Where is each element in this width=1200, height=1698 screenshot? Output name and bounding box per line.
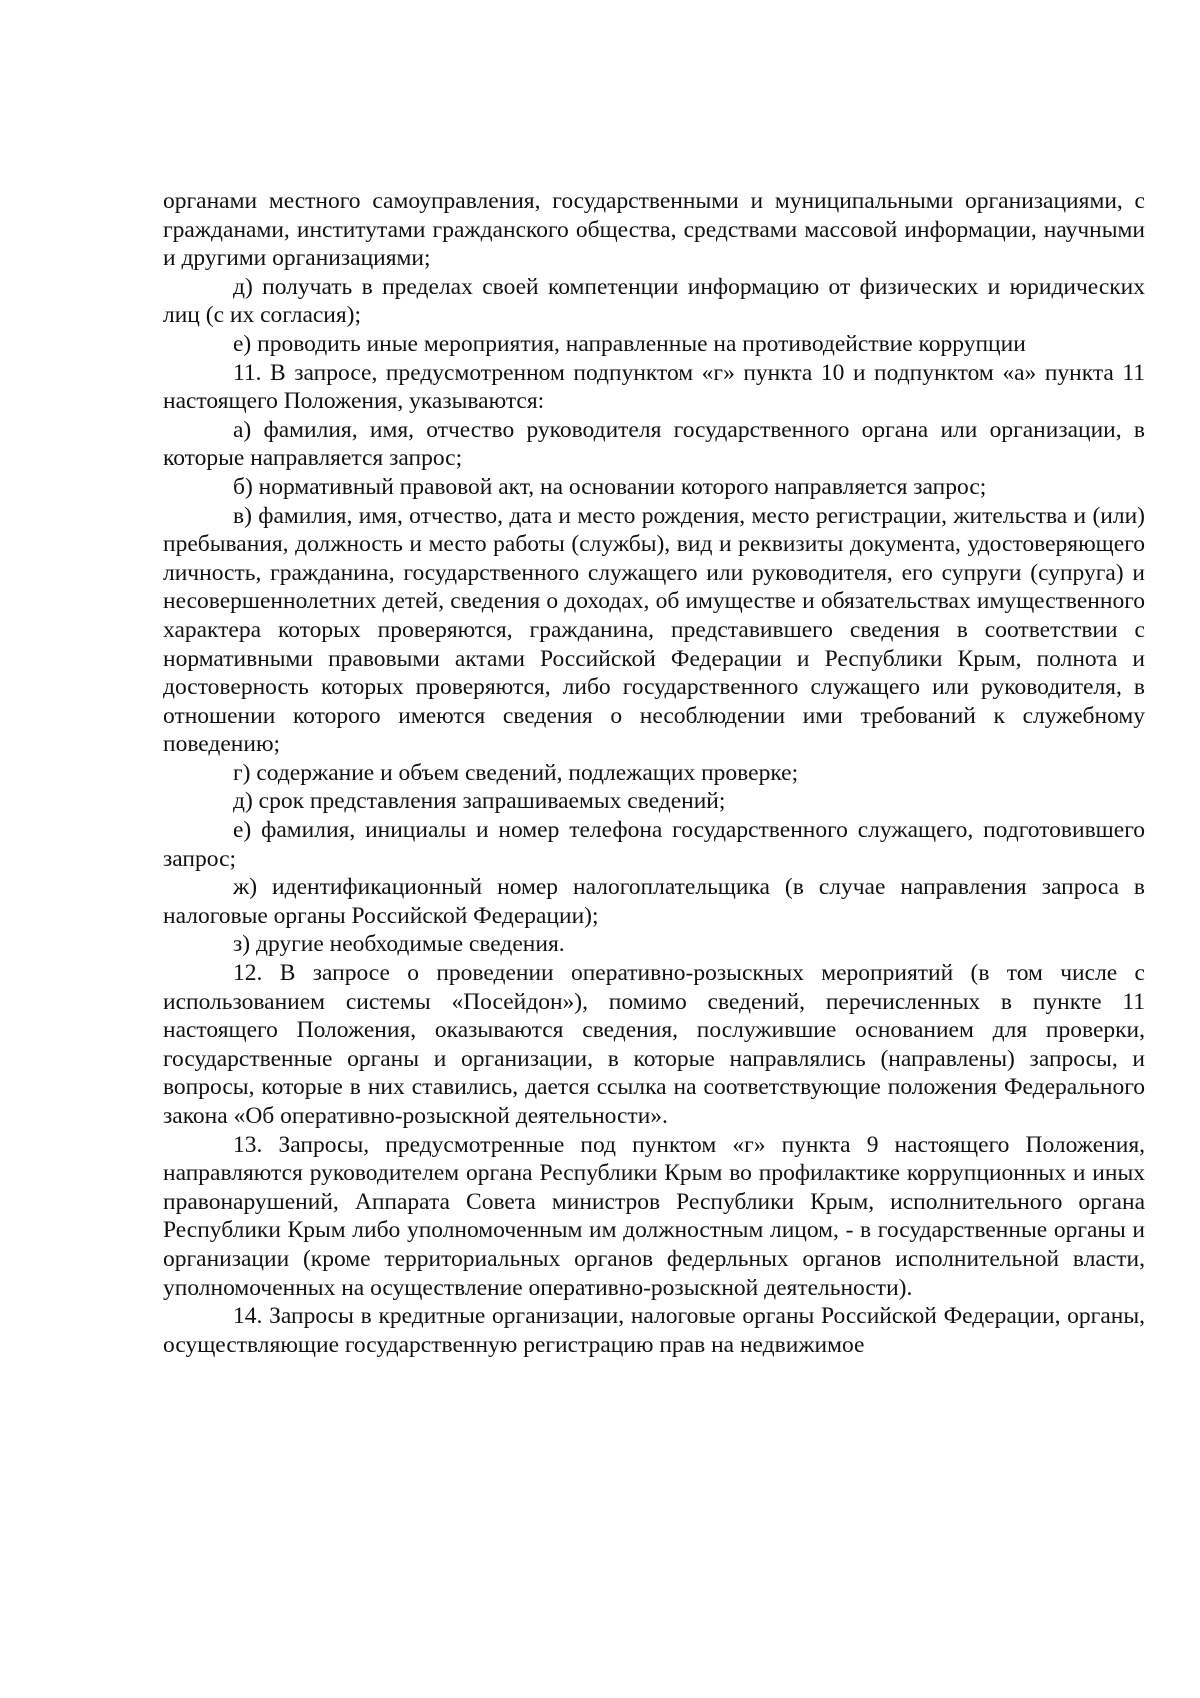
paragraph-14: 14. Запросы в кредитные организации, налоговые органы Российской Федерации, органы, осуществляющие государственную регистрацию прав на недвижимое — [163, 1303, 1145, 1358]
paragraph-11b: б) нормативный правовой акт, на основании которого направляется запрос; — [233, 473, 987, 500]
paragraph-10d: д) получать в пределах своей компетенции информацию от физических и юридических лиц (с их согласия); — [163, 273, 1145, 329]
document-body — [163, 187, 1145, 1359]
paragraph-11v: в) фамилия, имя, отчество, дата и место рождения, место регистрации, жительства и (или) пребывания, должность и место работы (службы), вид и реквизиты документа, удостоверяющего личность, гражданина, государственного служащего или руководителя, его супруги (супруга) и несовершеннолетних детей, сведения о доходах, об имуществе и обязательствах имущественного характера которых проверяются, гражданина, представившего сведения в соответствии с нормативными правовыми актами Российской Федерации и Республики Крым, полнота и достоверность которых проверяются, либо государственного служащего или руководителя, в отношении которого имеются сведения о несоблюдении ими требований к служебному поведению; — [163, 502, 1145, 758]
paragraph-11z: з) другие необходимые сведения. — [233, 931, 565, 958]
paragraph-10e: е) проводить иные мероприятия, направленные на противодействие коррупции — [233, 330, 1026, 357]
paragraph-11e: е) фамилия, инициалы и номер телефона государственного служащего, подготовившего запрос; — [163, 817, 1145, 872]
paragraph-11a: а) фамилия, имя, отчество руководителя государственного органа или организации, в которые направляется запрос; — [163, 416, 1145, 472]
paragraph-12: 12. В запросе о проведении оперативно-розыскных мероприятий (в том числе с использованием системы «Посейдон»), помимо сведений, перечисленных в пункте 11 настоящего Положения, оказываются сведения, послужившие основанием для проверки, государственные органы и организации, в которые направлялись (направлены) запросы, и вопросы, которые в них ставились, дается ссылка на соответствующие положения Федерального закона «Об оперативно-розыскной деятельности». — [163, 960, 1145, 1129]
paragraph-11d: д) срок представления запрашиваемых сведений; — [233, 788, 726, 815]
paragraph-11zh: ж) идентификационный номер налогоплательщика (в случае направления запроса в налоговые органы Российской Федерации); — [163, 874, 1145, 929]
paragraph-11g: г) содержание и объем сведений, подлежащих проверке; — [233, 759, 799, 786]
paragraph-11: 11. В запросе, предусмотренном подпунктом «г» пункта 10 и подпунктом «а» пункта 11 настоящего Положения, указываются: — [163, 359, 1145, 415]
paragraph-continuation: органами местного самоуправления, государственными и муниципальными организациями, с гражданами, институтами гражданского общества, средствами массовой информации, научными и другими организациями; — [163, 188, 1145, 272]
paragraph-13: 13. Запросы, предусмотренные под пунктом «г» пункта 9 настоящего Положения, направляются руководителем органа Республики Крым во профилактике коррупционных и иных правонарушений, Аппарата Совета министров Республики Крым, исполнительного органа Республики Крым либо уполномоченным им должностным лицом, - в государственные органы и организации (кроме территориальных органов федерльных органов исполнительной власти, уполномоченных на осуществление оперативно-розыскной деятельности). — [163, 1131, 1145, 1301]
